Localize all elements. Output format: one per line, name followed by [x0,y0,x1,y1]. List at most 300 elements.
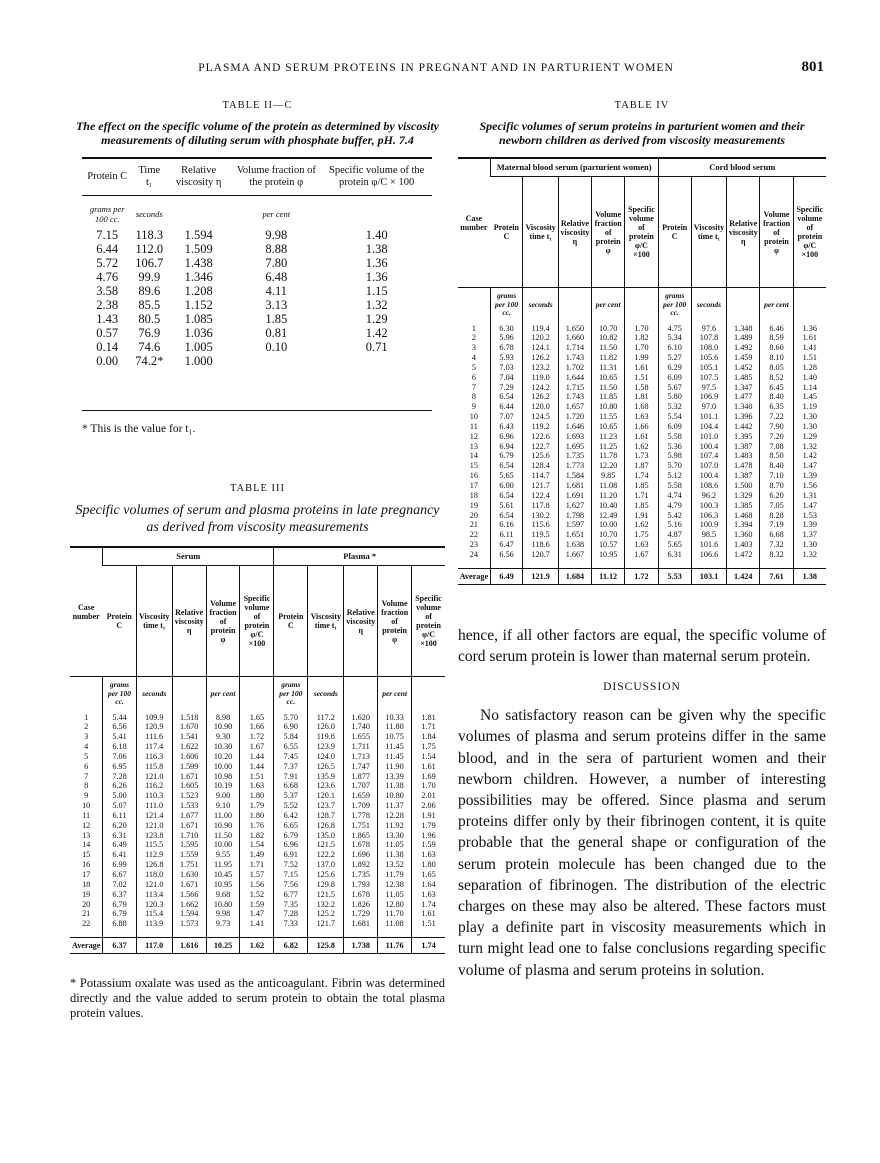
table4-cell: 6.20 [760,491,793,501]
table3-average-cell: 1.738 [344,938,378,954]
table-row [82,228,432,242]
table4-cell: 8.10 [760,353,793,363]
table3-cell: 1.59 [240,900,274,910]
table4-cell: 1.485 [727,373,760,383]
table4-cell: 106.9 [691,392,726,402]
table4-cell: 1.63 [625,412,658,422]
table4-cell: 1.395 [727,432,760,442]
table3-cell: 2.06 [412,801,445,811]
table3-cell: 6.49 [103,840,136,850]
table4-cell: 1.693 [558,432,591,442]
table4-cell: 1.360 [727,530,760,540]
table4-cell: 1.41 [793,343,826,353]
table3-cell: 6.18 [103,742,136,752]
table2-cell: 4.76 [96,270,119,284]
table3-cell: 1.71 [412,722,445,732]
table4-cell: 1.743 [558,353,591,363]
table3-cell: 132.2 [308,900,344,910]
table3-cell: 1.751 [344,821,378,831]
table4-cell: 10.40 [592,501,625,511]
table4-cell: 1.66 [625,422,658,432]
table4-cell: 119.2 [523,422,558,432]
table3-cell: 112.9 [136,850,172,860]
continuation-paragraph: hence, if all other factors are equal, the specific volume of cord serum protein is lower than maternal serum protein. [458,626,826,665]
table3-average-cell: 117.0 [136,938,172,954]
table4-cell: 1.99 [625,353,658,363]
table4-col-header: Volume fraction of protein φ [760,177,793,288]
table2-cell: 1.000 [184,354,213,368]
table4-cell: 122.4 [523,491,558,501]
table3-cell: 9.55 [206,850,240,860]
table3-unit [344,677,378,713]
table4-cell: 117.8 [523,501,558,511]
table4-cell: 7.29 [490,383,523,393]
table2-cell: 74.6 [138,340,161,354]
table4-cell: 119.4 [523,324,558,334]
table3-col-header: Relative viscosity η [172,566,206,677]
table4-cell: 100.4 [691,471,726,481]
table-row [82,340,432,354]
table4-cell: 11.08 [592,481,625,491]
table-row [70,722,445,732]
table3-cell: 125.6 [308,870,344,880]
table-row [458,530,826,540]
table4-cell: 124.1 [523,343,558,353]
table3-cell: 128.7 [308,811,344,821]
table-row [70,713,445,723]
table3-cell: 1.605 [172,781,206,791]
table4-average-cell: Average [458,568,490,584]
table4-cell: 4.87 [658,530,691,540]
table3-cell: 6.11 [103,811,136,821]
running-header [48,59,824,75]
table4-cell: 8.32 [760,550,793,560]
table4-caption: Specific volumes of serum proteins in parturient women and their newborn children as derived from viscosity measurements [479,119,805,147]
table4-cell: 5.34 [658,333,691,343]
table4-cell: 101.6 [691,540,726,550]
table4-cell: 105.1 [691,363,726,373]
table2-cell: 1.85 [265,312,288,326]
table4-cell: 10 [469,412,478,422]
table3-cell: 1.64 [412,880,445,890]
table-row [458,402,826,412]
table3-cell: 1.711 [344,742,378,752]
table3-cell: 117.2 [308,713,344,723]
page-number: 801 [801,59,824,75]
table3-cell: 6.96 [274,840,308,850]
table3-cell: 1.63 [412,850,445,860]
table4-cell: 6.31 [658,550,691,560]
table4-cell: 1.36 [793,324,826,334]
table3-cell: 12 [82,820,91,830]
table3-cell: 123.7 [308,801,344,811]
table4-cell: 6.54 [490,491,523,501]
table-row [458,550,826,560]
table4-cell: 6.09 [658,373,691,383]
table3-cell: 20 [82,899,91,909]
table4-cell: 106.3 [691,511,726,521]
table2-cell: 1.085 [184,312,213,326]
table3-cell: 1.826 [344,900,378,910]
table-row [70,762,445,772]
table4-cell: 101.0 [691,432,726,442]
table3-cell: 5.52 [274,801,308,811]
table4-cell: 1.56 [793,481,826,491]
table4-cell: 6.44 [490,402,523,412]
table2-cell: 0.10 [265,340,288,354]
table3-unit [240,677,274,713]
table4-cell: 7.08 [760,442,793,452]
table3-cell: 11.90 [378,762,412,772]
table4-cell: 1.387 [727,442,760,452]
table3-cell: 6 [84,761,89,771]
table3-cell: 1.747 [344,762,378,772]
table3-cell: 10 [82,801,91,811]
table4-cell: 1.489 [727,333,760,343]
table4-cell: 5.32 [658,402,691,412]
table4-cell: 10.70 [592,530,625,540]
table4-cell: 7.10 [760,471,793,481]
table4-cell: 101.1 [691,412,726,422]
table4-cell: 120.0 [523,402,558,412]
table4-average-cell: 7.61 [760,568,793,584]
table3-cell: 116.3 [136,752,172,762]
table2-header: Volume fraction of the protein φ [231,158,321,196]
table4-cell: 108.0 [691,343,726,353]
table3-cell: 9.00 [206,791,240,801]
table3-cell: 115.4 [136,909,172,919]
table3-cell: 121.4 [136,811,172,821]
table4-cell: 8.50 [760,451,793,461]
table4-cell: 120.2 [523,333,558,343]
table4-cell: 18 [469,490,478,500]
table2-cell: 1.43 [96,312,119,326]
table2-cell: 106.7 [135,256,164,270]
table3-group2: Plasma * [274,547,445,566]
table3-cell: 1.566 [172,890,206,900]
table3-cell: 8 [84,781,89,791]
table4-cell: 6.94 [490,442,523,452]
table3-cell: 5.70 [274,713,308,723]
table3-cell: 19 [82,889,91,899]
table-row [458,422,826,432]
table2-cell: 2.38 [96,298,119,312]
table4-cell: 122.7 [523,442,558,452]
table-row [458,333,826,343]
table4-cell: 6 [471,372,476,382]
table3-cell: 1.594 [172,909,206,919]
table3-average-cell: 1.616 [172,938,206,954]
table2 [82,157,432,411]
table4-cell: 98.5 [691,530,726,540]
table4-cell: 6.46 [760,324,793,334]
table3-cell: 125.2 [308,909,344,919]
table2-cell: 1.38 [365,242,388,256]
table3-cell: 1.56 [240,880,274,890]
table4-cell: 14 [469,451,478,461]
table4-cell: 1.74 [625,471,658,481]
table3-cell: 1.74 [412,900,445,910]
table3-col-header: Volume fraction of protein φ [378,566,412,677]
table3-cell: 10.90 [206,722,240,732]
table4-average-cell: 1.72 [625,568,658,584]
table3-cell: 1.630 [172,870,206,880]
table4-unit: seconds [691,288,726,324]
table4-cell: 16 [469,471,478,481]
table-row [70,781,445,791]
table2-cell: 1.32 [365,298,388,312]
table-row [458,412,826,422]
table4-cell: 8.40 [760,461,793,471]
table4-cell: 1.82 [625,333,658,343]
table3-cell: 1.595 [172,840,206,850]
table3-cell: 129.8 [308,880,344,890]
table4-cell: 1.68 [625,402,658,412]
table3-cell: 126.8 [308,821,344,831]
table3-cell: 1.709 [344,801,378,811]
table4-cell: 1.63 [625,540,658,550]
table4-cell: 6.96 [490,432,523,442]
table3-cell: 10.00 [206,840,240,850]
table3-cell: 1.713 [344,752,378,762]
table2-cell: 3.13 [265,298,288,312]
table4-cell: 22 [469,530,478,540]
table-row [458,471,826,481]
table-row [458,442,826,452]
table3-cell: 11.37 [378,801,412,811]
table-row [70,860,445,870]
table3-cell: 109.9 [136,713,172,723]
table4-cell: 7.32 [760,540,793,550]
table3-cell: 6.37 [103,890,136,900]
table2-cell: 1.36 [365,256,388,270]
table3-cell: 11.05 [378,890,412,900]
table3-cell: 1.606 [172,752,206,762]
table4-cell: 7.20 [760,432,793,442]
table4-cell: 11 [469,421,478,431]
table4-cell: 115.6 [523,520,558,530]
table4-cell: 1.714 [558,343,591,353]
table4-cell: 1.51 [793,353,826,363]
table4-cell: 1.87 [625,461,658,471]
table4-cell: 7.19 [760,520,793,530]
table-row [458,520,826,530]
table3-cell: 11.95 [206,860,240,870]
table3-cell: 1.61 [412,909,445,919]
table4-cell: 1.340 [727,402,760,412]
table2-cell: 76.9 [138,326,161,340]
table4-cell: 5.58 [658,481,691,491]
table-row [458,481,826,491]
table3-cell: 6.79 [103,900,136,910]
table4-cell: 1.348 [727,324,760,334]
table4-case-header: Case number [458,158,490,288]
table3-unit [412,677,445,713]
table3-cell: 6.79 [274,831,308,841]
table4-cell: 1.39 [793,471,826,481]
table3-cell: 11.70 [378,909,412,919]
table3-average-cell: 1.74 [412,938,445,954]
table3-cell: 1.65 [240,713,274,723]
table4-cell: 1.584 [558,471,591,481]
table3-cell: 1.533 [172,801,206,811]
table4-cell: 1.798 [558,511,591,521]
table2-cell: 1.36 [365,270,388,284]
table4-unit: grams per 100 cc. [490,288,523,324]
table2-cell: 80.5 [138,312,161,326]
table4-cell: 1.597 [558,520,591,530]
table4-cell: 1.472 [727,550,760,560]
table2-cell: 6.48 [265,270,288,284]
table4-cell: 5.16 [658,520,691,530]
table4-cell: 6.00 [490,481,523,491]
table-row [70,742,445,752]
table4-cell: 5.42 [658,511,691,521]
table3-cell: 1.80 [412,860,445,870]
table4-cell: 1.32 [793,442,826,452]
table3-cell: 5.84 [274,732,308,742]
table4-cell: 5.27 [658,353,691,363]
table4-cell: 11.23 [592,432,625,442]
table2-cell: 1.438 [184,256,213,270]
table4-cell: 8 [471,392,476,402]
table3-cell: 1.84 [412,732,445,742]
table4-group1: Maternal blood serum (parturient women) [490,158,658,177]
table3-cell: 1.59 [412,840,445,850]
table4-cell: 1.19 [793,402,826,412]
table3-cell: 121.5 [308,840,344,850]
table3-cell: 11.05 [378,840,412,850]
table2-cell: 7.80 [265,256,288,270]
table4-cell: 6.09 [658,422,691,432]
table2-unit: grams per 100 cc. [89,204,125,224]
table3-cell: 1.63 [412,890,445,900]
table4-cell: 6.29 [658,363,691,373]
table4-cell: 1.47 [793,501,826,511]
table3-cell: 10.20 [206,752,240,762]
table3-cell: 1.671 [172,772,206,782]
table3-cell: 9.68 [206,890,240,900]
table3-cell: 120.3 [136,900,172,910]
table3-cell: 9.10 [206,801,240,811]
table4-cell: 108.6 [691,481,726,491]
table4-cell: 5.93 [490,353,523,363]
table3-cell: 1.72 [240,732,274,742]
table4-cell: 1.691 [558,491,591,501]
table-row [82,354,432,368]
table3-cell: 1.707 [344,781,378,791]
table4-average-cell: 11.12 [592,568,625,584]
table2-cell: 1.29 [365,312,388,326]
table3-group1: Serum [103,547,274,566]
table-row [70,870,445,880]
table4-cell: 4.74 [658,491,691,501]
table4-unit [793,288,826,324]
table4-unit [625,288,658,324]
table4-col-header: Viscosity time t₁ [691,177,726,288]
table-row [82,256,432,270]
table3-cell: 22 [82,919,91,929]
table3-unit: seconds [308,677,344,713]
table3-cell: 7 [84,771,89,781]
table3-cell: 7.15 [274,870,308,880]
table3-cell: 9 [84,791,89,801]
table3-cell: 6.90 [274,722,308,732]
table-row [70,919,445,929]
table3-cell: 1.69 [412,772,445,782]
table4-cell: 119.5 [523,530,558,540]
table3-label: TABLE III [229,483,286,494]
table4-cell: 1.39 [793,520,826,530]
table3-cell: 9.98 [206,909,240,919]
table3-cell: 1.678 [344,890,378,900]
table4-cell: 6.16 [490,520,523,530]
table4-cell: 6.56 [490,550,523,560]
table4-cell: 4.75 [658,324,691,334]
table4-unit [558,288,591,324]
table4-cell: 97.6 [691,324,726,334]
table4-cell: 21 [469,520,478,530]
table3-cell: 1.79 [240,801,274,811]
table2-cell [321,354,432,368]
table3-cell: 3 [84,732,89,742]
table2-cell: 1.15 [365,284,388,298]
table3-cell: 11.38 [378,850,412,860]
table4-cell: 10.95 [592,550,625,560]
table2-cell: 1.509 [184,242,213,256]
table3-cell: 12.38 [378,880,412,890]
table3-cell: 111.0 [136,801,172,811]
table3-unit: seconds [136,677,172,713]
table2-cell: 7.15 [96,228,119,242]
table4-cell: 11.25 [592,442,625,452]
table4-cell: 126.2 [523,392,558,402]
table3-cell: 10.90 [206,821,240,831]
table3-cell: 5.41 [103,732,136,742]
table4-cell: 1.70 [625,324,658,334]
table4-cell: 7.03 [490,363,523,373]
table3-cell: 1.573 [172,919,206,929]
table3-cell: 117.4 [136,742,172,752]
table-row [70,772,445,782]
table3-average-cell: 11.76 [378,938,412,954]
table4-cell: 7.90 [760,422,793,432]
table3-cell: 11.38 [378,781,412,791]
table3-cell: 13 [82,830,91,840]
table2-cell: 112.0 [135,242,164,256]
table4-cell: 1.500 [727,481,760,491]
table4-cell: 6.54 [490,461,523,471]
table4-cell: 1.403 [727,540,760,550]
table3-average-cell: 1.62 [240,938,274,954]
table-row [458,501,826,511]
table4-cell: 4 [471,353,476,363]
table4-cell: 12 [469,431,478,441]
table4-cell: 1.735 [558,451,591,461]
table4-average-cell: 1.38 [793,568,826,584]
table4-cell: 1.91 [625,511,658,521]
table4-cell: 128.4 [523,461,558,471]
table-row [70,811,445,821]
table4-cell: 1.58 [625,383,658,393]
table3-cell: 1.671 [172,880,206,890]
table2-cell: 1.42 [365,326,388,340]
table3-cell: 1.54 [412,752,445,762]
table4-cell: 1.667 [558,550,591,560]
table4-cell: 1.492 [727,343,760,353]
table3-cell: 1.877 [344,772,378,782]
table3-cell: 1.44 [240,762,274,772]
